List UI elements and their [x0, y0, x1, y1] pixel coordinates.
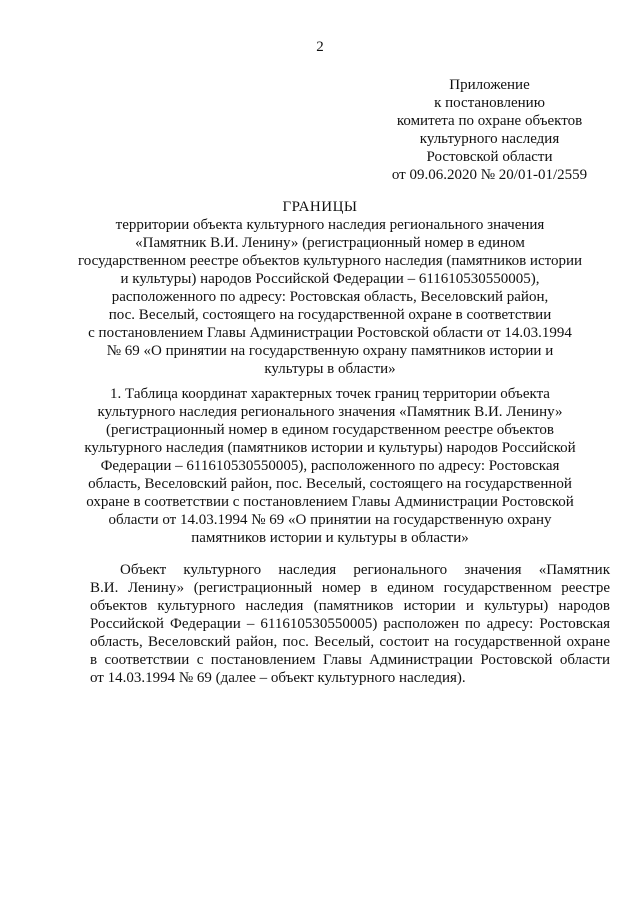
subtitle-line: культуры в области»: [264, 361, 396, 377]
table-title-line: охране в соответствии с постановлением Главы Администрации Ростовской: [86, 494, 574, 510]
body-line: от 14.03.1994 № 69 (далее – объект культурного наследия).: [90, 670, 466, 686]
subtitle-line: государственном реестре объектов культурного наследия (памятников истории: [77, 253, 583, 269]
table-title-line: культурного наследия регионального значения «Памятник В.И. Ленину»: [97, 404, 563, 420]
body-line: в соответствии с постановлением Главы Администрации Ростовской области: [90, 652, 610, 668]
table-title-line: 1. Таблица координат характерных точек границ территории объекта: [110, 386, 550, 402]
table-title: [60, 385, 600, 547]
body-line: область, Веселовский район, пос. Веселый, состоит на государственной охране: [90, 634, 610, 650]
appendix-line: культурного наследия: [419, 131, 560, 147]
appendix-line: Ростовской области: [426, 149, 553, 165]
subtitle-line: № 69 «О принятии на государственную охрану памятников истории и: [106, 343, 554, 359]
document-subtitle: [60, 216, 600, 378]
table-title-line: области от 14.03.1994 № 69 «О принятии на государственную охрану: [108, 512, 552, 528]
table-title-line: область, Веселовский район, пос. Веселый, состоящего на государственной: [88, 476, 572, 492]
appendix-line: к постановлению: [434, 95, 545, 111]
subtitle-line: пос. Веселый, состоящего на государственной охране в соответствии: [108, 307, 552, 323]
body-line: В.И. Ленину» (регистрационный номер в едином государственном реестре: [90, 580, 610, 596]
subtitle-line: «Памятник В.И. Ленину» (регистрационный номер в едином: [135, 235, 525, 251]
table-title-line: Федерации – 611610530550005), расположенного по адресу: Ростовская: [100, 458, 560, 474]
table-title-line: (регистрационный номер в едином государственном реестре объектов: [106, 422, 554, 438]
document-heading: ГРАНИЦЫ: [282, 199, 358, 215]
page-number: 2: [316, 39, 324, 55]
appendix-line: Приложение: [449, 77, 530, 93]
appendix-line: комитета по охране объектов: [396, 113, 583, 129]
body-paragraph: [90, 561, 610, 687]
table-title-line: культурного наследия (памятников истории и культуры) народов Российской: [84, 440, 576, 456]
body-line: Объект культурного наследия регионального значения «Памятник: [120, 562, 610, 578]
table-title-line: памятников истории и культуры в области»: [191, 530, 469, 546]
appendix-block: [362, 76, 617, 184]
body-line: объектов культурного наследия (памятников истории и культуры) народов: [90, 598, 610, 614]
subtitle-line: с постановлением Главы Администрации Ростовской области от 14.03.1994: [88, 325, 572, 341]
subtitle-line: и культуры) народов Российской Федерации – 611610530550005),: [120, 271, 540, 287]
subtitle-line: расположенного по адресу: Ростовская область, Веселовский район,: [111, 289, 549, 305]
appendix-date-line: от 09.06.2020 № 20/01-01/2559: [391, 167, 588, 183]
subtitle-line: территории объекта культурного наследия регионального значения: [115, 217, 545, 233]
body-line: Российской Федерации – 611610530550005) расположен по адресу: Ростовская: [90, 616, 610, 632]
